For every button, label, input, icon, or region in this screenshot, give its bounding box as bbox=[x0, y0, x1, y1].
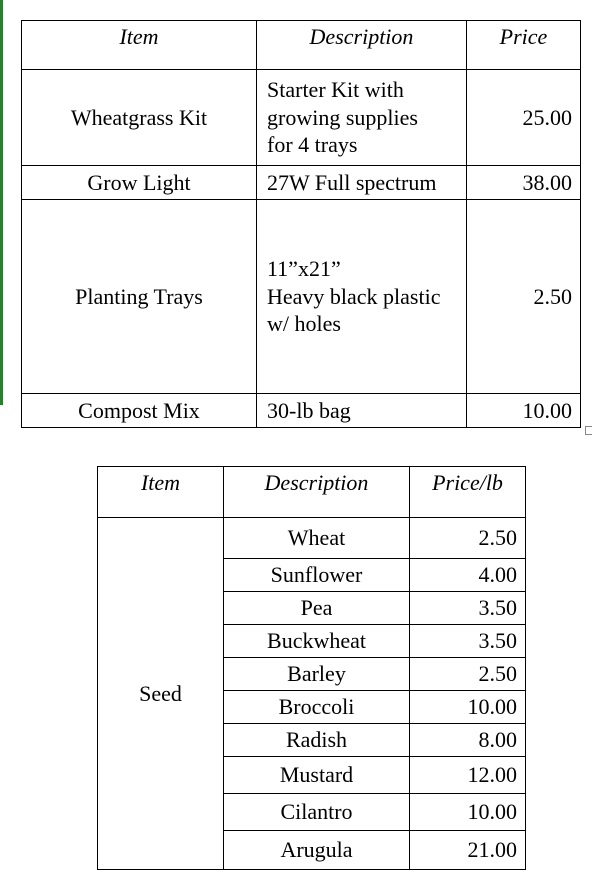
description-cell bbox=[257, 166, 467, 200]
table-row bbox=[22, 70, 581, 166]
header-item: Item bbox=[22, 21, 257, 70]
description-line: 11”x21” bbox=[267, 256, 341, 282]
price-cell: 10.00 bbox=[410, 691, 526, 724]
item-cell: Planting Trays bbox=[22, 200, 257, 394]
table-row bbox=[22, 394, 581, 428]
description-line: 30-lb bag bbox=[267, 397, 351, 423]
price-cell: 38.00 bbox=[467, 166, 581, 200]
description-line: w/ holes bbox=[267, 311, 341, 337]
seed-name-cell: Pea bbox=[224, 592, 410, 625]
header-description: Description bbox=[257, 21, 467, 70]
seed-group-cell: Seed bbox=[98, 518, 224, 870]
item-cell: Grow Light bbox=[22, 166, 257, 200]
header-price-per-lb: Price/lb bbox=[410, 467, 526, 518]
equipment-header-row bbox=[22, 21, 581, 70]
price-cell: 12.00 bbox=[410, 757, 526, 794]
description-line: 27W Full spectrum bbox=[267, 169, 437, 195]
header-description: Description bbox=[224, 467, 410, 518]
table-end-marker bbox=[585, 426, 592, 435]
equipment-table bbox=[21, 20, 581, 428]
description-line: growing supplies bbox=[267, 104, 418, 130]
description-cell bbox=[257, 200, 467, 394]
price-cell: 8.00 bbox=[410, 724, 526, 757]
table-row bbox=[22, 166, 581, 200]
header-price: Price bbox=[467, 21, 581, 70]
description-cell bbox=[257, 394, 467, 428]
price-cell: 10.00 bbox=[410, 794, 526, 831]
price-cell: 25.00 bbox=[467, 70, 581, 166]
seed-name-cell: Radish bbox=[224, 724, 410, 757]
price-cell: 10.00 bbox=[467, 394, 581, 428]
seed-name-cell: Cilantro bbox=[224, 794, 410, 831]
item-cell: Compost Mix bbox=[22, 394, 257, 428]
price-cell: 4.00 bbox=[410, 559, 526, 592]
seed-name-cell: Sunflower bbox=[224, 559, 410, 592]
seed-name-cell: Arugula bbox=[224, 831, 410, 870]
price-cell: 2.50 bbox=[467, 200, 581, 394]
seed-name-cell: Wheat bbox=[224, 518, 410, 559]
seed-name-cell: Broccoli bbox=[224, 691, 410, 724]
price-cell: 21.00 bbox=[410, 831, 526, 870]
seed-name-cell: Mustard bbox=[224, 757, 410, 794]
seed-table bbox=[97, 466, 526, 870]
item-cell: Wheatgrass Kit bbox=[22, 70, 257, 166]
description-line: for 4 trays bbox=[267, 132, 358, 158]
seed-name-cell: Buckwheat bbox=[224, 625, 410, 658]
price-cell: 2.50 bbox=[410, 658, 526, 691]
description-cell bbox=[257, 70, 467, 166]
window-left-edge bbox=[0, 0, 3, 405]
seed-header-row bbox=[98, 467, 526, 518]
table-row bbox=[98, 518, 526, 559]
seed-name-cell: Barley bbox=[224, 658, 410, 691]
description-line: Starter Kit with bbox=[267, 77, 404, 103]
price-cell: 3.50 bbox=[410, 592, 526, 625]
price-cell: 3.50 bbox=[410, 625, 526, 658]
price-cell: 2.50 bbox=[410, 518, 526, 559]
table-row bbox=[22, 200, 581, 394]
header-item: Item bbox=[98, 467, 224, 518]
description-line: Heavy black plastic bbox=[267, 283, 441, 309]
